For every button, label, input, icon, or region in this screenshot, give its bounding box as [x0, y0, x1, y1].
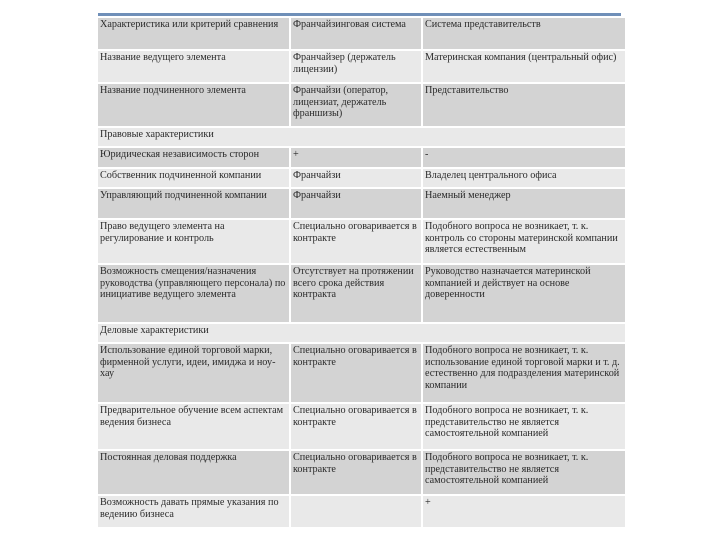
section-title: Деловые характеристики	[98, 323, 625, 343]
table-row	[98, 264, 625, 323]
header-representation: Система представительств	[422, 17, 625, 50]
row-franchise: Отсутствует на протяжении всего срока действия контракта	[290, 264, 422, 323]
row-representation: Подобного вопроса не возникает, т. к. представительство не является самостоятельной компанией	[422, 403, 625, 450]
table-row	[98, 343, 625, 403]
row-representation: +	[422, 495, 625, 527]
row-franchise: Франчайзи (оператор, лицензиат, держатель франшизы)	[290, 83, 422, 127]
row-representation: Подобного вопроса не возникает, т. к. представительство не является самостоятельной компанией	[422, 450, 625, 495]
row-representation: Подобного вопроса не возникает, т. к. контроль со стороны материнской компании является естественным	[422, 219, 625, 264]
row-criterion: Использование единой торговой марки, фирменной услуги, идеи, имиджа и ноу-хау	[98, 343, 290, 403]
table-row	[98, 168, 625, 188]
row-criterion: Юридическая независимость сторон	[98, 147, 290, 168]
row-franchise: Франчайзи	[290, 168, 422, 188]
table-row	[98, 83, 625, 127]
table-row	[98, 495, 625, 527]
row-criterion: Право ведущего элемента на регулирование и контроль	[98, 219, 290, 264]
table-row	[98, 188, 625, 219]
table-row	[98, 50, 625, 83]
section-row-business	[98, 323, 625, 343]
table-row	[98, 219, 625, 264]
header-franchise: Франчайзинговая система	[290, 17, 422, 50]
row-franchise: Франчайзи	[290, 188, 422, 219]
row-representation: -	[422, 147, 625, 168]
section-title: Правовые характеристики	[98, 127, 625, 147]
row-franchise: Специально оговаривается в контракте	[290, 219, 422, 264]
row-representation: Наемный менеджер	[422, 188, 625, 219]
row-representation: Представительство	[422, 83, 625, 127]
row-criterion: Предварительное обучение всем аспектам ведения бизнеса	[98, 403, 290, 450]
table-header-row	[98, 17, 625, 50]
table-row	[98, 403, 625, 450]
comparison-table	[98, 16, 625, 527]
row-criterion: Постоянная деловая поддержка	[98, 450, 290, 495]
table-row	[98, 450, 625, 495]
row-criterion: Возможность смещения/назначения руководства (управляющего персонала) по инициативе ведущего элемента	[98, 264, 290, 323]
row-franchise	[290, 495, 422, 527]
row-franchise: Специально оговаривается в контракте	[290, 403, 422, 450]
row-representation: Материнская компания (центральный офис)	[422, 50, 625, 83]
row-representation: Руководство назначается материнской компанией и действует на основе доверенности	[422, 264, 625, 323]
row-criterion: Управляющий подчиненной компании	[98, 188, 290, 219]
row-criterion: Название ведущего элемента	[98, 50, 290, 83]
row-criterion: Возможность давать прямые указания по ведению бизнеса	[98, 495, 290, 527]
row-franchise: Специально оговаривается в контракте	[290, 343, 422, 403]
row-franchise: +	[290, 147, 422, 168]
row-franchise: Франчайзер (держатель лицензии)	[290, 50, 422, 83]
row-criterion: Название подчиненного элемента	[98, 83, 290, 127]
row-representation: Владелец центрального офиса	[422, 168, 625, 188]
row-criterion: Собственник подчиненной компании	[98, 168, 290, 188]
comparison-table-wrapper	[98, 13, 621, 527]
row-representation: Подобного вопроса не возникает, т. к. использование единой торговой марки и т. д. естественно для подразделения материнской компании	[422, 343, 625, 403]
table-row	[98, 147, 625, 168]
section-row-legal	[98, 127, 625, 147]
header-criterion: Характеристика или критерий сравнения	[98, 17, 290, 50]
row-franchise: Специально оговаривается в контракте	[290, 450, 422, 495]
